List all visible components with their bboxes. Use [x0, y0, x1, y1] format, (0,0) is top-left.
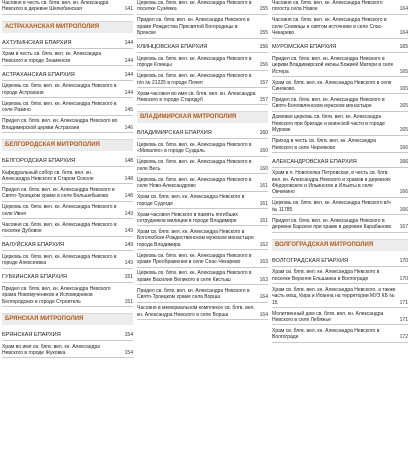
page-number: 160 [259, 165, 268, 172]
church-entry [137, 194, 268, 209]
church-entry [272, 17, 408, 38]
metropolis-header: АСТРАХАНСКАЯ МИТРОПОЛИЯ [2, 21, 133, 33]
page-number: 161 [259, 183, 268, 190]
index-column-1 [2, 0, 133, 476]
church-entry [272, 328, 408, 343]
entry-text: Церковь св. блгв. вел. кн. Александра Невского в поселке Сузёмка [137, 0, 252, 13]
diocese-name: ВЛАДИМИРСКАЯ ЕПАРХИЯ [137, 130, 212, 137]
diocese-heading [2, 155, 133, 167]
entry-text: Придел св. блгв. вел. кн. Александра Невского в деревне Барское при храме в деревне Карабаново [272, 217, 392, 231]
page-number: 155 [259, 30, 268, 37]
page-number: 171 [399, 299, 408, 306]
diocese-heading [2, 329, 133, 341]
diocese-heading [272, 156, 408, 168]
index-column-2 [137, 0, 268, 476]
church-entry [2, 344, 133, 359]
church-entry [272, 269, 408, 284]
entry-text: Церковь св. блгв. вел. кн. Александра Невского в селе Ново-Александрово [137, 176, 252, 190]
church-entry [2, 0, 133, 15]
church-entry [272, 56, 408, 77]
page-number: 145 [124, 107, 133, 114]
entry-text: Храм св. блгв. вел. кн. Александра Невского, а также часть мощ. Кира и Иоанна на территории МУЗ КБ № 15 [272, 286, 396, 306]
metropolis-header: ВЛАДИМИРСКАЯ МИТРОПОЛИЯ [137, 111, 268, 123]
church-entry [272, 311, 408, 326]
page-number: 170 [399, 257, 408, 264]
page-number: 148 [124, 193, 133, 200]
church-entry [2, 187, 133, 202]
church-entry [137, 17, 268, 38]
page-number: 154 [124, 332, 133, 339]
entry-text: Часовня св. блгв. вел. кн. Александра Невского в селе Сновицы и святом источнике в селе Спас-Чекарево [272, 17, 387, 37]
metropolis-header: БРЯНСКАЯ МИТРОПОЛИЯ [2, 313, 133, 325]
page-number: 154 [124, 350, 133, 357]
church-entry [2, 101, 133, 116]
diocese-heading [137, 41, 268, 53]
entry-text: Приход в честь св. блгв. вел. кн. Александра Невского в селе Черняково [272, 138, 376, 151]
page-number: 166 [399, 144, 408, 151]
church-entry [137, 73, 268, 88]
entry-text: Церковь св. блгв. вел. кн. Александра Невского в городе Алексеевка [2, 253, 117, 267]
entry-text: Храм-часовня во имя св. блгв. вел. кн. Александра Невского в городе Стародуб [137, 90, 256, 104]
church-entry [137, 56, 268, 71]
entry-text: Кафедральный собор св. блгв. вел. кн. Александра Невского в Старом Осколе [2, 169, 94, 183]
page-number: 148 [124, 158, 133, 165]
church-entry [2, 83, 133, 98]
entry-text: Церковь св. блгв. вел. кн. Александра Невского в храме Преображения в селе Спас-Чекарево [137, 252, 252, 266]
church-entry [137, 305, 268, 320]
church-entry [137, 159, 268, 174]
entry-text: Придел св. блгв. вел. кн. Александра Невского в Свято-Троицком храме в селе Большебыково [2, 187, 115, 200]
page-number: 149 [124, 242, 133, 249]
page-number: 144 [124, 89, 133, 96]
index-column-3 [272, 0, 408, 476]
page-number: 155 [259, 6, 268, 13]
church-entry [137, 288, 268, 303]
diocese-name: АХТУБИНСКАЯ ЕПАРХИЯ [2, 39, 72, 46]
diocese-name: АСТРАХАНСКАЯ ЕПАРХИЯ [2, 71, 75, 78]
entry-text: Домовая церковь св. блгв. вел. кн. Александра Невского при бригаде и воинской части в городе Муроме [272, 114, 385, 134]
diocese-heading [137, 127, 268, 139]
church-entry [137, 0, 268, 15]
church-entry [2, 254, 133, 269]
church-entry [2, 51, 133, 66]
page-number: 141 [124, 6, 133, 13]
page-number: 165 [399, 127, 408, 134]
page-number: 149 [124, 260, 133, 267]
entry-text: Часовня св. блгв. вел. кн. Александра Невского в поселке Дубовое [2, 221, 117, 235]
church-entry [2, 204, 133, 219]
page-number: 164 [399, 30, 408, 37]
diocese-heading [2, 69, 133, 81]
diocese-name: БЕЛГОРОДСКАЯ ЕПАРХИЯ [2, 158, 76, 165]
church-entry [272, 287, 408, 308]
church-entry [137, 91, 268, 106]
church-entry [272, 200, 408, 215]
entry-text: Храм св. блгв. вел. кн. Александра Невского в поселке Верхняя Ельшанка в Волгограде [272, 269, 380, 282]
page-number: 163 [259, 276, 268, 283]
page-number: 162 [259, 241, 268, 248]
church-entry [137, 229, 268, 250]
page-number: 170 [399, 275, 408, 282]
diocese-heading [272, 255, 408, 267]
entry-text: Часовня св. блгв. вел. кн. Александра Невского погоста села Новое [272, 0, 383, 13]
page-number: 160 [259, 148, 268, 155]
page-number: 165 [399, 44, 408, 51]
church-entry [272, 97, 408, 112]
page-number: 164 [259, 311, 268, 318]
entry-text: Храм св. блгв. вел. кн. Александра Невского в Боголюбске-Рождественском мужском монастыре города Владимира [137, 229, 254, 248]
page-number: 172 [399, 334, 408, 341]
entry-text: Храм во имя св. блгв. вел. кн. Александра Невского в городе Жуковка [2, 343, 101, 357]
church-entry [272, 138, 408, 153]
church-entry [2, 118, 133, 133]
metropolis-header: БЕЛГОРОДСКАЯ МИТРОПОЛИЯ [2, 139, 133, 151]
page-number: 157 [259, 97, 268, 104]
diocese-name: БРЯНСКАЯ ЕПАРХИЯ [2, 332, 61, 339]
page-number: 156 [259, 62, 268, 69]
page-number: 157 [259, 79, 268, 86]
entry-text: Часовня в мемориальном комплексе св. блгв. вел. кн. Александра Невского в селе Ворша [137, 305, 255, 318]
page-number: 151 [124, 274, 133, 281]
entry-text: Храм св. блгв. вел. кн. Александра Невского в Волгограде [272, 327, 380, 341]
page-number: 160 [259, 130, 268, 137]
entry-text: Церковь св. блгв. вел. кн. Александра Невского в «Михалях» в городе Суздаль [137, 142, 252, 155]
page-number: 163 [259, 259, 268, 266]
page-number: 171 [399, 316, 408, 323]
entry-text: Церковь св. блгв. вел. кн. Александра Невского в храме Василия Великого в селе Кистыш [137, 270, 252, 283]
church-entry [137, 253, 268, 268]
church-entry [137, 212, 268, 227]
page-number: 148 [124, 176, 133, 183]
entry-text: Храм в п. Новоселка Петровская, в честь св. блгв. вел. кн. Александра Невского и храмов в деревнях Фёдоровское и Ильинское и Ильиты в селе Овчинино [272, 170, 391, 196]
entry-text: Придел св. блгв. вел. кн. Александра Невского в церкви Владимирской иконы Божией Матери в селе Истера [272, 55, 394, 75]
church-entry [272, 114, 408, 135]
diocese-name: АЛЕКСАНДРОВСКАЯ ЕПАРХИЯ [272, 158, 357, 165]
page-number: 146 [124, 124, 133, 131]
church-entry [2, 222, 133, 237]
page-number: 166 [399, 206, 408, 213]
entry-text: Храм св. блгв. вел. кн. Александра Невского в селе Синяково [272, 79, 392, 93]
church-entry [272, 80, 408, 95]
entry-text: Придел св. блгв. вел. кн. Александра Невского в Свято-Богоявленском мужском монастыре [272, 97, 385, 110]
entry-text: Придел св. блгв. вел. кн. Александра Невского в храме Рождества Пресвятой Богородицы в Брянске [137, 17, 250, 37]
entry-text: Храм в честь св. блгв. вел. кн. Александра Невского в городе Знаменске [2, 51, 102, 64]
diocese-heading [2, 271, 133, 283]
page-number: 149 [124, 210, 133, 217]
page-number: 144 [124, 57, 133, 64]
church-entry [137, 270, 268, 285]
church-entry [2, 170, 133, 185]
church-entry [272, 0, 408, 15]
entry-text: Церковь св. блгв. вел. кн. Александра Невского в городе Клинцы [137, 55, 252, 69]
church-entry [2, 286, 133, 307]
page-number: 164 [399, 6, 408, 13]
church-entry [272, 170, 408, 198]
page-number: 161 [259, 218, 268, 225]
church-entry [137, 177, 268, 192]
entry-text: Придел св. блгв. вел. кн. Александра Невского в Свято-Троицком храме села Ворша [137, 287, 250, 301]
diocese-name: МУРОМСКАЯ ЕПАРХИЯ [272, 44, 337, 51]
diocese-name: ВОЛГОГРАДСКАЯ ЕПАРХИЯ [272, 257, 349, 264]
church-entry [272, 218, 408, 233]
metropolis-header: ВОЛГОГРАДСКАЯ МИТРОПОЛИЯ [272, 239, 408, 251]
entry-text: Церковь св. блгв. вел. кн. Александра Невского в п/о № 21225 в городе Почеп [137, 73, 252, 86]
entry-text: Храм св. блгв. вел. кн. Александра Невского в городе Судогде [137, 194, 245, 207]
page-number: 166 [399, 189, 408, 196]
entry-text: Церковь св. блгв. вел. кн. Александра Невского в селе Ивня [2, 204, 117, 217]
entry-text: Церковь св. блгв. вел. кн. Александра Невского в селе Разино [2, 100, 117, 114]
page-number: 165 [399, 86, 408, 93]
diocese-name: ВАЛУЙСКАЯ ЕПАРХИЯ [2, 242, 65, 249]
diocese-name: ГУБКИНСКАЯ ЕПАРХИЯ [2, 274, 67, 281]
church-entry [137, 142, 268, 157]
entry-text: Церковь св. блгв. вел. кн. Александра Невского в селе Весь [137, 159, 252, 172]
page-number: 164 [259, 294, 268, 301]
page-number: 161 [259, 200, 268, 207]
page-number: 156 [259, 44, 268, 51]
page-number: 167 [399, 224, 408, 231]
diocese-heading [272, 41, 408, 53]
page-number: 166 [399, 158, 408, 165]
entry-text: Придел св. блгв. вел. кн. Александра Невского во Владимирской церкви Астрахани [2, 118, 118, 131]
entry-text: Церковь св. блгв. вел. кн. Александра Невского в/ч № 11785 [272, 200, 391, 213]
diocese-name: КЛИНЦОВСКАЯ ЕПАРХИЯ [137, 44, 208, 51]
page-number: 151 [124, 298, 133, 305]
page-number: 144 [124, 71, 133, 78]
entry-text: Часовня в честь св. блгв. вел. кн. Александра Невского в деревне Шелюбинская [2, 0, 109, 13]
entry-text: Церковь св. блгв. вел. кн. Александра Невского в городе Астрахани [2, 83, 117, 96]
page-number: 165 [399, 103, 408, 110]
page-number: 165 [399, 68, 408, 75]
entry-text: Молитвенный дом св. блгв. вел. кн. Александра Невского в селе Лебяжье [272, 310, 384, 323]
diocese-heading [2, 239, 133, 251]
entry-text: Храм-часовня Невского в память погибших сотрудников милиции в городе Владимире [137, 211, 238, 225]
page-number: 149 [124, 228, 133, 235]
entry-text: Придел св. блгв. вел. кн. Александра Невского храма Новомучеников и Исповедников Белгородских в городе Строитель [2, 285, 111, 305]
page-number: 144 [124, 39, 133, 46]
diocese-heading [2, 37, 133, 49]
